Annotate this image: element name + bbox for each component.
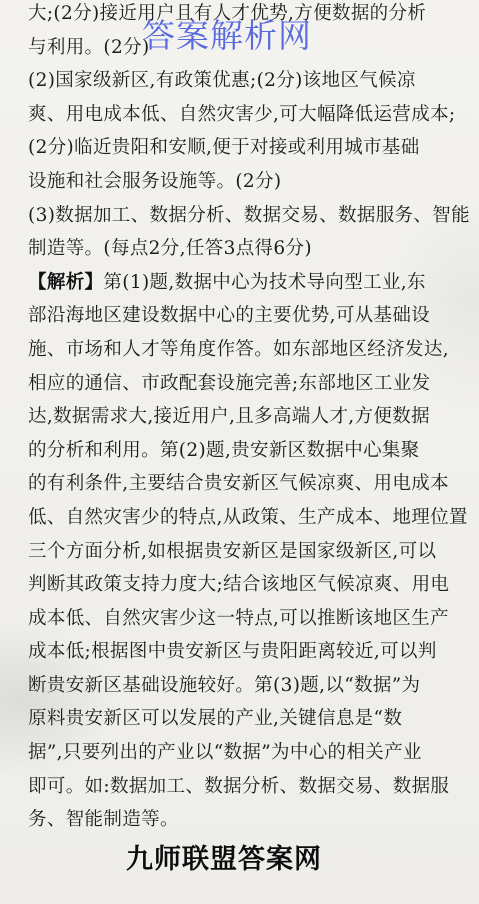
text-line-11: 施、市场和人才等角度作答。如东部地区经济发达, bbox=[28, 338, 449, 360]
text-line-20: 成本低;根据图中贵安新区与贵阳距离较近,可以判 bbox=[28, 641, 437, 663]
analysis-first-line-text: 第(1)题,数据中心为技术导向型工业,东 bbox=[103, 271, 426, 293]
text-line-7: (3)数据加工、数据分析、数据交易、数据服务、智能 bbox=[28, 204, 470, 226]
text-line-5: (2分)临近贵阳和安顺,便于对接或利用城市基础 bbox=[28, 137, 420, 159]
text-line-25: 务、智能制造等。 bbox=[28, 809, 179, 831]
analysis-label: 【解析】 bbox=[28, 271, 104, 293]
text-line-3: (2)国家级新区,有政策优惠;(2分)该地区气候凉 bbox=[28, 70, 416, 92]
text-line-12: 相应的通信、市政配套设施完善;东部地区工业发 bbox=[28, 372, 431, 394]
bottom-watermark: 九师联盟答案网 bbox=[126, 844, 322, 875]
text-line-13: 达,数据需求大,接近用户,且多高端人才,方便数据 bbox=[28, 406, 430, 428]
text-line-2: 与利用。(2分) bbox=[28, 36, 150, 58]
text-line-18: 判断其政策支持力度大;结合该地区气候凉爽、用电 bbox=[28, 574, 450, 596]
text-line-15: 的有利条件,主要结合贵安新区气候凉爽、用电成本 bbox=[28, 473, 449, 495]
text-line-24: 即可。如:数据加工、数据分析、数据交易、数据服 bbox=[28, 775, 450, 797]
text-line-1: 大;(2分)接近用户且有人才优势,方便数据的分析 bbox=[28, 3, 427, 24]
text-line-21: 断贵安新区基础设施较好。第(3)题,以“数据”为 bbox=[28, 674, 421, 696]
top-watermark: 答案解析网 bbox=[142, 16, 312, 55]
text-line-6: 设施和社会服务设施等。(2分) bbox=[28, 170, 282, 192]
text-line-17: 三个方面分析,如根据贵安新区是国家级新区,可以 bbox=[28, 540, 437, 562]
text-line-22: 原料贵安新区可以发展的产业,关键信息是“数 bbox=[28, 708, 403, 730]
text-line-14: 的分析和利用。第(2)题,贵安新区数据中心集聚 bbox=[28, 439, 420, 461]
text-line-4: 爽、用电成本低、自然灾害少,可大幅降低运营成本; bbox=[28, 103, 456, 125]
text-line-16: 低、自然灾害少的特点,从政策、生产成本、地理位置 bbox=[28, 506, 468, 528]
analysis-first-line bbox=[28, 266, 474, 300]
text-line-19: 成本低、自然灾害少这一特点,可以推断该地区生产 bbox=[28, 607, 449, 629]
text-line-10: 部沿海地区建设数据中心的主要优势,可从基础设 bbox=[28, 305, 431, 327]
answer-text-block bbox=[28, 0, 474, 837]
text-line-8: 制造等。(每点2分,任答3点得6分) bbox=[28, 238, 312, 260]
text-line-23: 据”,只要列出的产业以“数据”为中心的相关产业 bbox=[28, 742, 422, 764]
